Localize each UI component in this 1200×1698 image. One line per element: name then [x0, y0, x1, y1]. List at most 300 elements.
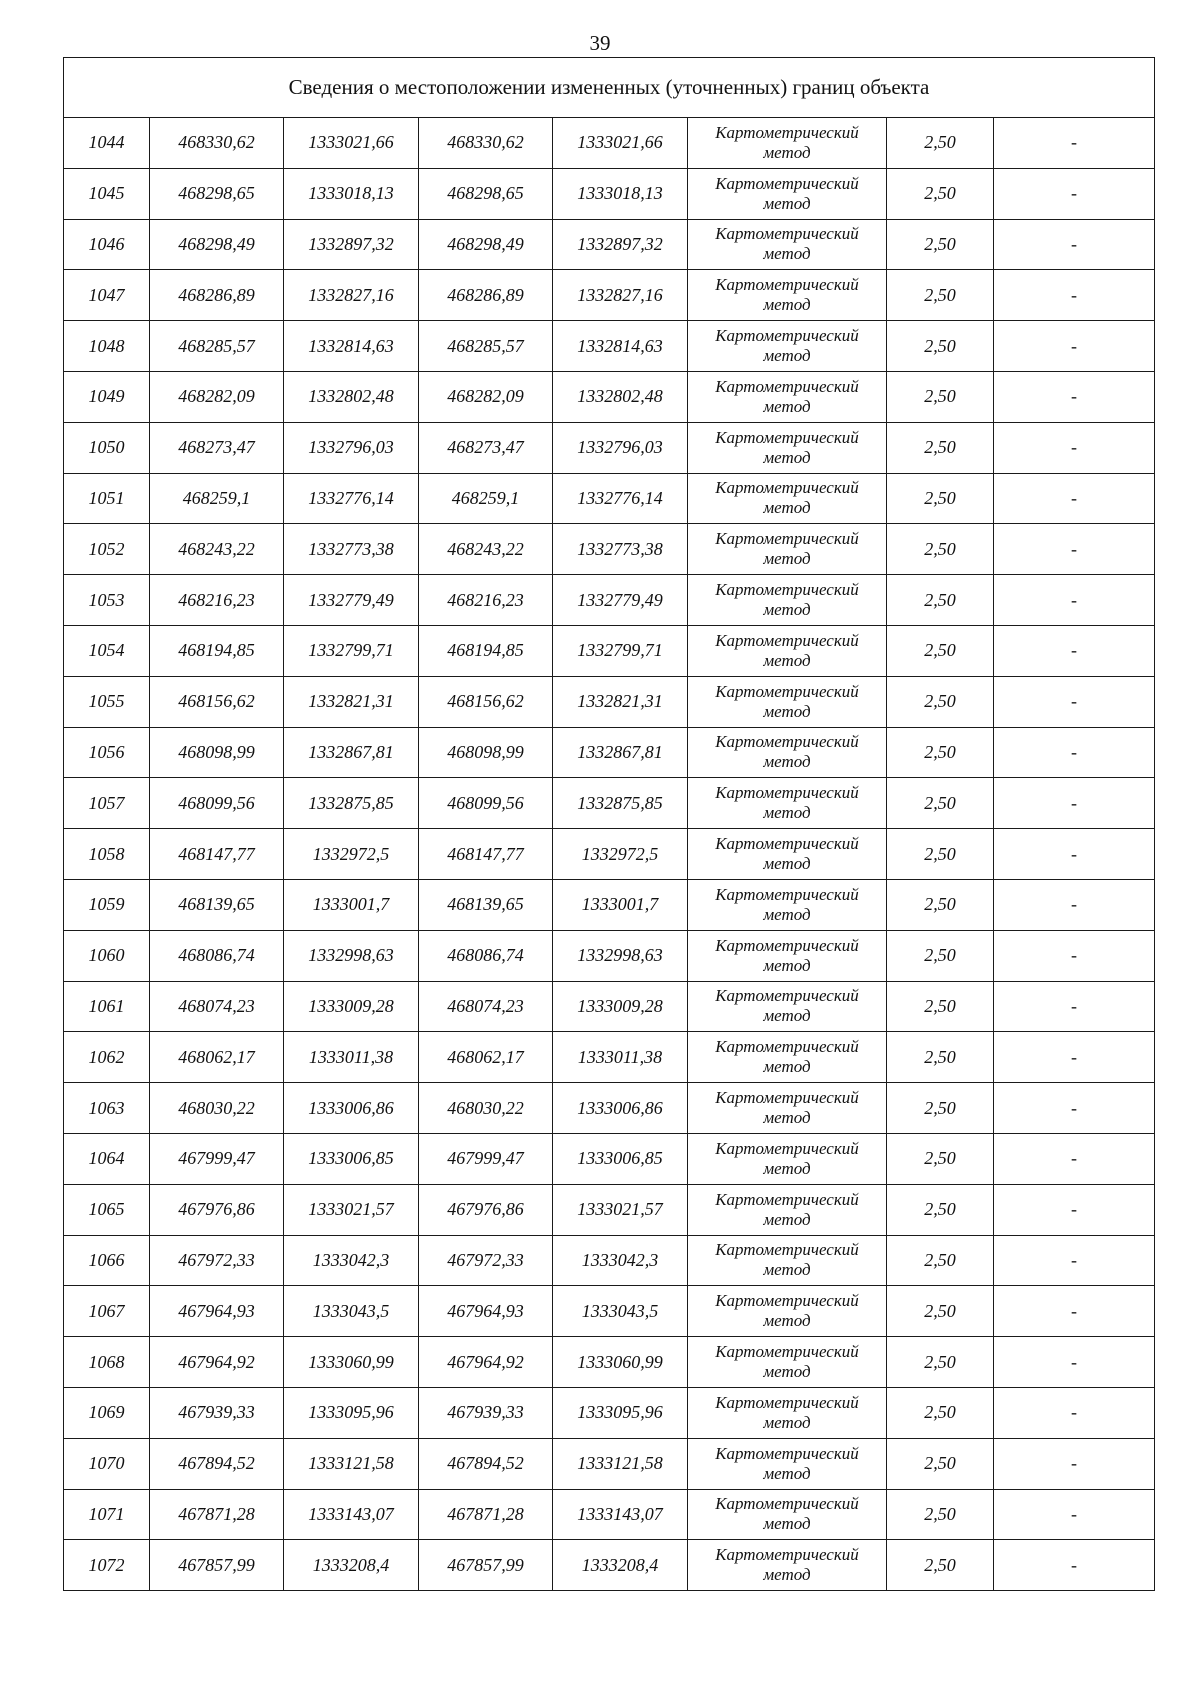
- existing-y-cell: 1333060,99: [284, 1337, 419, 1388]
- existing-x-cell: 468298,49: [150, 219, 284, 270]
- precision-cell: 2,50: [887, 625, 994, 676]
- refined-y-cell: 1333021,66: [553, 118, 688, 169]
- method-cell: [688, 829, 887, 880]
- point-number-cell: 1057: [64, 778, 150, 829]
- table-row: [64, 321, 1155, 372]
- point-number-cell: 1056: [64, 727, 150, 778]
- method-cell: [688, 1540, 887, 1591]
- refined-y-cell: 1333095,96: [553, 1387, 688, 1438]
- refined-x-cell: 468194,85: [419, 625, 553, 676]
- point-number-cell: 1070: [64, 1438, 150, 1489]
- existing-x-cell: 468194,85: [150, 625, 284, 676]
- method-line-2: метод: [763, 803, 811, 823]
- method-line-1: Картометрический: [715, 427, 859, 447]
- note-cell: -: [994, 1337, 1155, 1388]
- note-cell: -: [994, 879, 1155, 930]
- method-line-1: Картометрический: [715, 1240, 859, 1260]
- precision-cell: 2,50: [887, 1235, 994, 1286]
- existing-x-cell: 468259,1: [150, 473, 284, 524]
- existing-y-cell: 1332998,63: [284, 930, 419, 981]
- refined-x-cell: 468099,56: [419, 778, 553, 829]
- precision-cell: 2,50: [887, 727, 994, 778]
- precision-cell: 2,50: [887, 371, 994, 422]
- refined-x-cell: 468062,17: [419, 1032, 553, 1083]
- method-cell: [688, 270, 887, 321]
- note-cell: -: [994, 1083, 1155, 1134]
- table-row: [64, 1235, 1155, 1286]
- table-row: [64, 981, 1155, 1032]
- method-line-1: Картометрический: [715, 986, 859, 1006]
- method-line-2: метод: [763, 1006, 811, 1026]
- existing-x-cell: 468147,77: [150, 829, 284, 880]
- precision-cell: 2,50: [887, 930, 994, 981]
- precision-cell: 2,50: [887, 575, 994, 626]
- method-cell: [688, 778, 887, 829]
- existing-y-cell: 1333043,5: [284, 1286, 419, 1337]
- refined-x-cell: 467871,28: [419, 1489, 553, 1540]
- method-line-1: Картометрический: [715, 173, 859, 193]
- method-line-2: метод: [763, 600, 811, 620]
- note-cell: -: [994, 1489, 1155, 1540]
- point-number-cell: 1059: [64, 879, 150, 930]
- point-number-cell: 1069: [64, 1387, 150, 1438]
- note-cell: -: [994, 727, 1155, 778]
- method-line-2: метод: [763, 549, 811, 569]
- precision-cell: 2,50: [887, 676, 994, 727]
- table-row: [64, 676, 1155, 727]
- refined-x-cell: 468285,57: [419, 321, 553, 372]
- note-cell: -: [994, 778, 1155, 829]
- method-line-1: Картометрический: [715, 1189, 859, 1209]
- method-line-2: метод: [763, 854, 811, 874]
- point-number-cell: 1048: [64, 321, 150, 372]
- method-line-1: Картометрический: [715, 630, 859, 650]
- method-cell: [688, 676, 887, 727]
- point-number-cell: 1071: [64, 1489, 150, 1540]
- table-title: Сведения о местоположении измененных (уточненных) границ объекта: [64, 58, 1155, 118]
- table-row: [64, 371, 1155, 422]
- method-line-2: метод: [763, 1412, 811, 1432]
- table-row: [64, 930, 1155, 981]
- refined-x-cell: 467939,33: [419, 1387, 553, 1438]
- existing-y-cell: 1333095,96: [284, 1387, 419, 1438]
- table-row: [64, 524, 1155, 575]
- method-line-1: Картометрический: [715, 529, 859, 549]
- method-cell: [688, 727, 887, 778]
- refined-x-cell: 468030,22: [419, 1083, 553, 1134]
- method-cell: [688, 321, 887, 372]
- precision-cell: 2,50: [887, 879, 994, 930]
- existing-y-cell: 1333011,38: [284, 1032, 419, 1083]
- method-line-1: Картометрический: [715, 935, 859, 955]
- method-line-2: метод: [763, 346, 811, 366]
- point-number-cell: 1046: [64, 219, 150, 270]
- existing-x-cell: 467857,99: [150, 1540, 284, 1591]
- note-cell: -: [994, 676, 1155, 727]
- note-cell: -: [994, 930, 1155, 981]
- precision-cell: 2,50: [887, 168, 994, 219]
- note-cell: -: [994, 219, 1155, 270]
- method-line-1: Картометрический: [715, 681, 859, 701]
- existing-y-cell: 1332827,16: [284, 270, 419, 321]
- table-row: [64, 1387, 1155, 1438]
- table-row: [64, 1540, 1155, 1591]
- method-line-2: метод: [763, 1311, 811, 1331]
- precision-cell: 2,50: [887, 1184, 994, 1235]
- refined-y-cell: 1332776,14: [553, 473, 688, 524]
- method-cell: [688, 524, 887, 575]
- precision-cell: 2,50: [887, 270, 994, 321]
- table-row: [64, 1083, 1155, 1134]
- existing-x-cell: 468086,74: [150, 930, 284, 981]
- table-title-row: [64, 58, 1155, 118]
- method-line-1: Картометрический: [715, 326, 859, 346]
- existing-x-cell: 467939,33: [150, 1387, 284, 1438]
- existing-x-cell: 468139,65: [150, 879, 284, 930]
- note-cell: -: [994, 270, 1155, 321]
- table-row: [64, 1337, 1155, 1388]
- method-cell: [688, 625, 887, 676]
- refined-y-cell: 1332875,85: [553, 778, 688, 829]
- method-line-1: Картометрический: [715, 732, 859, 752]
- precision-cell: 2,50: [887, 422, 994, 473]
- existing-y-cell: 1333143,07: [284, 1489, 419, 1540]
- point-number-cell: 1052: [64, 524, 150, 575]
- method-cell: [688, 371, 887, 422]
- existing-x-cell: 468285,57: [150, 321, 284, 372]
- table-row: [64, 1286, 1155, 1337]
- precision-cell: 2,50: [887, 1133, 994, 1184]
- existing-x-cell: 467999,47: [150, 1133, 284, 1184]
- precision-cell: 2,50: [887, 118, 994, 169]
- method-cell: [688, 1235, 887, 1286]
- refined-y-cell: 1332867,81: [553, 727, 688, 778]
- precision-cell: 2,50: [887, 778, 994, 829]
- existing-y-cell: 1333021,66: [284, 118, 419, 169]
- point-number-cell: 1060: [64, 930, 150, 981]
- existing-x-cell: 468074,23: [150, 981, 284, 1032]
- method-line-1: Картометрический: [715, 376, 859, 396]
- refined-x-cell: 467857,99: [419, 1540, 553, 1591]
- refined-y-cell: 1333208,4: [553, 1540, 688, 1591]
- existing-y-cell: 1332779,49: [284, 575, 419, 626]
- existing-y-cell: 1333018,13: [284, 168, 419, 219]
- refined-x-cell: 468298,49: [419, 219, 553, 270]
- refined-x-cell: 468156,62: [419, 676, 553, 727]
- note-cell: -: [994, 422, 1155, 473]
- method-cell: [688, 1387, 887, 1438]
- refined-y-cell: 1332998,63: [553, 930, 688, 981]
- method-cell: [688, 1184, 887, 1235]
- method-cell: [688, 422, 887, 473]
- refined-x-cell: 468139,65: [419, 879, 553, 930]
- precision-cell: 2,50: [887, 219, 994, 270]
- refined-x-cell: 468086,74: [419, 930, 553, 981]
- refined-x-cell: 467894,52: [419, 1438, 553, 1489]
- existing-x-cell: 468273,47: [150, 422, 284, 473]
- refined-y-cell: 1333043,5: [553, 1286, 688, 1337]
- method-line-2: метод: [763, 498, 811, 518]
- table-row: [64, 625, 1155, 676]
- refined-x-cell: 468243,22: [419, 524, 553, 575]
- existing-y-cell: 1333208,4: [284, 1540, 419, 1591]
- point-number-cell: 1050: [64, 422, 150, 473]
- table-row: [64, 422, 1155, 473]
- existing-y-cell: 1332821,31: [284, 676, 419, 727]
- method-cell: [688, 1286, 887, 1337]
- refined-x-cell: 468259,1: [419, 473, 553, 524]
- method-line-1: Картометрический: [715, 478, 859, 498]
- note-cell: -: [994, 371, 1155, 422]
- note-cell: -: [994, 1235, 1155, 1286]
- method-line-2: метод: [763, 1209, 811, 1229]
- method-cell: [688, 930, 887, 981]
- page-number: 39: [589, 31, 611, 55]
- table-row: [64, 879, 1155, 930]
- table-row: [64, 727, 1155, 778]
- point-number-cell: 1068: [64, 1337, 150, 1388]
- note-cell: -: [994, 168, 1155, 219]
- precision-cell: 2,50: [887, 1032, 994, 1083]
- method-line-2: метод: [763, 955, 811, 975]
- method-line-1: Картометрический: [715, 1342, 859, 1362]
- refined-y-cell: 1332799,71: [553, 625, 688, 676]
- boundary-coordinates-table: [63, 57, 1155, 1591]
- refined-x-cell: 468098,99: [419, 727, 553, 778]
- refined-y-cell: 1332821,31: [553, 676, 688, 727]
- method-line-1: Картометрический: [715, 1088, 859, 1108]
- table-row: [64, 1032, 1155, 1083]
- refined-y-cell: 1332814,63: [553, 321, 688, 372]
- table-row: [64, 118, 1155, 169]
- method-line-1: Картометрический: [715, 1037, 859, 1057]
- precision-cell: 2,50: [887, 1387, 994, 1438]
- method-cell: [688, 879, 887, 930]
- precision-cell: 2,50: [887, 473, 994, 524]
- precision-cell: 2,50: [887, 829, 994, 880]
- refined-x-cell: 467964,93: [419, 1286, 553, 1337]
- refined-x-cell: 468298,65: [419, 168, 553, 219]
- point-number-cell: 1072: [64, 1540, 150, 1591]
- refined-x-cell: 467964,92: [419, 1337, 553, 1388]
- precision-cell: 2,50: [887, 1489, 994, 1540]
- method-line-2: метод: [763, 1260, 811, 1280]
- existing-x-cell: 468286,89: [150, 270, 284, 321]
- existing-x-cell: 468216,23: [150, 575, 284, 626]
- method-line-1: Картометрический: [715, 884, 859, 904]
- existing-x-cell: 467964,92: [150, 1337, 284, 1388]
- method-line-1: Картометрический: [715, 834, 859, 854]
- existing-y-cell: 1332972,5: [284, 829, 419, 880]
- note-cell: -: [994, 473, 1155, 524]
- note-cell: -: [994, 1286, 1155, 1337]
- point-number-cell: 1044: [64, 118, 150, 169]
- point-number-cell: 1051: [64, 473, 150, 524]
- point-number-cell: 1061: [64, 981, 150, 1032]
- note-cell: -: [994, 1540, 1155, 1591]
- table-row: [64, 219, 1155, 270]
- table-row: [64, 778, 1155, 829]
- note-cell: -: [994, 829, 1155, 880]
- existing-y-cell: 1332799,71: [284, 625, 419, 676]
- existing-x-cell: 467894,52: [150, 1438, 284, 1489]
- note-cell: -: [994, 321, 1155, 372]
- refined-y-cell: 1333042,3: [553, 1235, 688, 1286]
- refined-y-cell: 1333021,57: [553, 1184, 688, 1235]
- method-cell: [688, 1337, 887, 1388]
- method-line-2: метод: [763, 1514, 811, 1534]
- existing-y-cell: 1333121,58: [284, 1438, 419, 1489]
- existing-x-cell: 468282,09: [150, 371, 284, 422]
- table-row: [64, 473, 1155, 524]
- point-number-cell: 1062: [64, 1032, 150, 1083]
- method-line-1: Картометрический: [715, 1291, 859, 1311]
- method-cell: [688, 1438, 887, 1489]
- point-number-cell: 1054: [64, 625, 150, 676]
- precision-cell: 2,50: [887, 981, 994, 1032]
- refined-x-cell: 468286,89: [419, 270, 553, 321]
- note-cell: -: [994, 575, 1155, 626]
- existing-y-cell: 1333006,85: [284, 1133, 419, 1184]
- existing-x-cell: 467976,86: [150, 1184, 284, 1235]
- table-row: [64, 1489, 1155, 1540]
- existing-y-cell: 1333006,86: [284, 1083, 419, 1134]
- method-line-2: метод: [763, 142, 811, 162]
- refined-y-cell: 1332897,32: [553, 219, 688, 270]
- existing-x-cell: 467871,28: [150, 1489, 284, 1540]
- method-line-2: метод: [763, 1565, 811, 1585]
- existing-x-cell: 467964,93: [150, 1286, 284, 1337]
- precision-cell: 2,50: [887, 1438, 994, 1489]
- refined-x-cell: 468074,23: [419, 981, 553, 1032]
- method-cell: [688, 575, 887, 626]
- table-row: [64, 270, 1155, 321]
- refined-y-cell: 1333121,58: [553, 1438, 688, 1489]
- existing-y-cell: 1332776,14: [284, 473, 419, 524]
- method-line-1: Картометрический: [715, 1392, 859, 1412]
- existing-x-cell: 467972,33: [150, 1235, 284, 1286]
- note-cell: -: [994, 1133, 1155, 1184]
- point-number-cell: 1058: [64, 829, 150, 880]
- precision-cell: 2,50: [887, 1083, 994, 1134]
- refined-y-cell: 1332773,38: [553, 524, 688, 575]
- note-cell: -: [994, 1438, 1155, 1489]
- refined-y-cell: 1332796,03: [553, 422, 688, 473]
- note-cell: -: [994, 1032, 1155, 1083]
- refined-x-cell: 467999,47: [419, 1133, 553, 1184]
- refined-y-cell: 1332802,48: [553, 371, 688, 422]
- table-row: [64, 1184, 1155, 1235]
- note-cell: -: [994, 1387, 1155, 1438]
- refined-y-cell: 1333011,38: [553, 1032, 688, 1083]
- refined-y-cell: 1333001,7: [553, 879, 688, 930]
- table-row: [64, 575, 1155, 626]
- refined-y-cell: 1333060,99: [553, 1337, 688, 1388]
- existing-x-cell: 468099,56: [150, 778, 284, 829]
- existing-y-cell: 1332897,32: [284, 219, 419, 270]
- refined-y-cell: 1332827,16: [553, 270, 688, 321]
- existing-y-cell: 1333042,3: [284, 1235, 419, 1286]
- method-line-2: метод: [763, 904, 811, 924]
- method-line-2: метод: [763, 447, 811, 467]
- note-cell: -: [994, 1184, 1155, 1235]
- method-line-2: метод: [763, 1057, 811, 1077]
- refined-y-cell: 1332779,49: [553, 575, 688, 626]
- precision-cell: 2,50: [887, 524, 994, 575]
- point-number-cell: 1065: [64, 1184, 150, 1235]
- refined-x-cell: 467972,33: [419, 1235, 553, 1286]
- existing-x-cell: 468243,22: [150, 524, 284, 575]
- refined-x-cell: 468147,77: [419, 829, 553, 880]
- point-number-cell: 1045: [64, 168, 150, 219]
- method-cell: [688, 219, 887, 270]
- refined-x-cell: 468216,23: [419, 575, 553, 626]
- point-number-cell: 1066: [64, 1235, 150, 1286]
- method-line-2: метод: [763, 1362, 811, 1382]
- existing-y-cell: 1332802,48: [284, 371, 419, 422]
- point-number-cell: 1047: [64, 270, 150, 321]
- refined-y-cell: 1333018,13: [553, 168, 688, 219]
- precision-cell: 2,50: [887, 1286, 994, 1337]
- existing-x-cell: 468098,99: [150, 727, 284, 778]
- method-line-2: метод: [763, 1463, 811, 1483]
- refined-x-cell: 468330,62: [419, 118, 553, 169]
- existing-y-cell: 1332796,03: [284, 422, 419, 473]
- method-line-2: метод: [763, 396, 811, 416]
- method-line-2: метод: [763, 650, 811, 670]
- existing-x-cell: 468330,62: [150, 118, 284, 169]
- existing-x-cell: 468030,22: [150, 1083, 284, 1134]
- existing-x-cell: 468298,65: [150, 168, 284, 219]
- method-line-2: метод: [763, 193, 811, 213]
- method-line-2: метод: [763, 1108, 811, 1128]
- method-line-2: метод: [763, 1158, 811, 1178]
- point-number-cell: 1055: [64, 676, 150, 727]
- method-line-1: Картометрический: [715, 122, 859, 142]
- existing-x-cell: 468062,17: [150, 1032, 284, 1083]
- table-body: [64, 58, 1155, 1591]
- method-cell: [688, 168, 887, 219]
- refined-x-cell: 468273,47: [419, 422, 553, 473]
- method-line-1: Картометрический: [715, 1494, 859, 1514]
- method-line-1: Картометрический: [715, 275, 859, 295]
- method-cell: [688, 118, 887, 169]
- method-cell: [688, 473, 887, 524]
- table-row: [64, 1438, 1155, 1489]
- point-number-cell: 1063: [64, 1083, 150, 1134]
- method-cell: [688, 1083, 887, 1134]
- existing-y-cell: 1333009,28: [284, 981, 419, 1032]
- note-cell: -: [994, 625, 1155, 676]
- refined-x-cell: 467976,86: [419, 1184, 553, 1235]
- table-row: [64, 168, 1155, 219]
- point-number-cell: 1064: [64, 1133, 150, 1184]
- refined-y-cell: 1333006,85: [553, 1133, 688, 1184]
- point-number-cell: 1049: [64, 371, 150, 422]
- method-cell: [688, 981, 887, 1032]
- method-line-1: Картометрический: [715, 1138, 859, 1158]
- refined-x-cell: 468282,09: [419, 371, 553, 422]
- method-cell: [688, 1133, 887, 1184]
- existing-y-cell: 1332814,63: [284, 321, 419, 372]
- method-line-2: метод: [763, 752, 811, 772]
- method-cell: [688, 1032, 887, 1083]
- note-cell: -: [994, 524, 1155, 575]
- method-line-1: Картометрический: [715, 580, 859, 600]
- refined-y-cell: 1333006,86: [553, 1083, 688, 1134]
- note-cell: -: [994, 118, 1155, 169]
- existing-y-cell: 1333021,57: [284, 1184, 419, 1235]
